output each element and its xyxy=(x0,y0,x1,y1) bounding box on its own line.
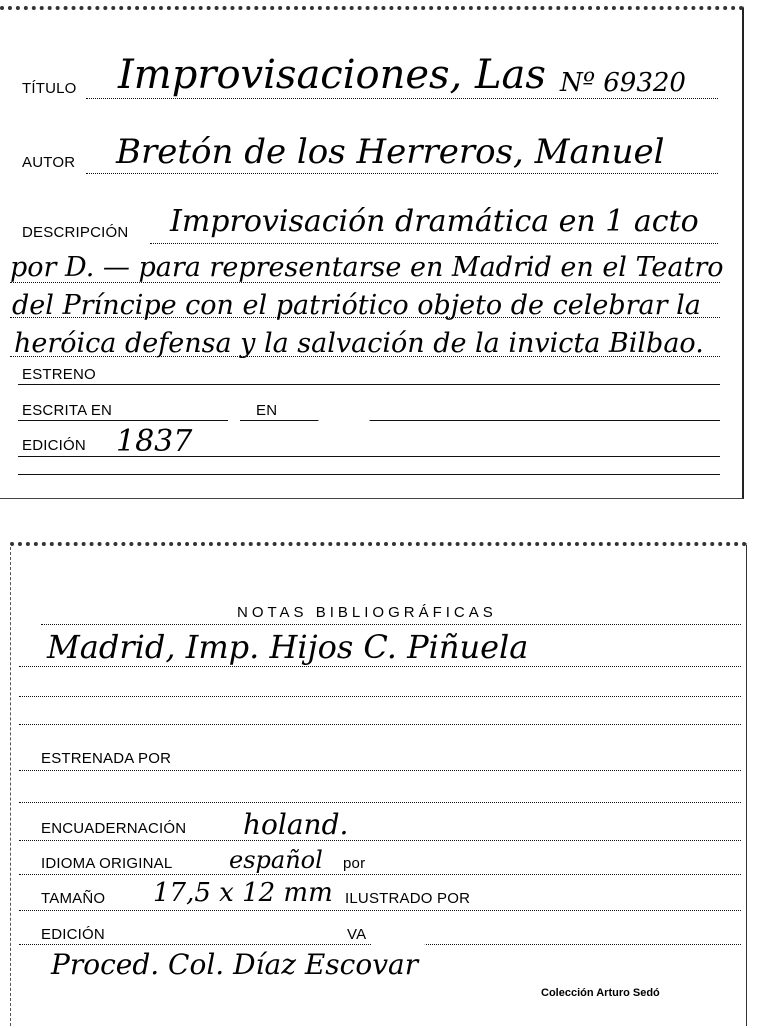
escrita-en-line xyxy=(18,420,228,421)
tamano-value: 17,5 x 12 mm xyxy=(153,878,333,908)
catalog-number: Nº 69320 xyxy=(560,68,686,98)
blank-line xyxy=(18,474,720,475)
titulo-label: TÍTULO xyxy=(22,80,77,97)
encuadernacion-label: ENCUADERNACIÓN xyxy=(41,820,187,837)
descripcion-rule-4 xyxy=(10,356,720,357)
paper-blemish xyxy=(318,400,370,450)
titulo-value: Improvisaciones, Las xyxy=(118,52,546,98)
notas-title: NOTAS BIBLIOGRÁFICAS xyxy=(237,604,497,621)
catalog-card-bottom xyxy=(10,542,747,1026)
autor-value: Bretón de los Herreros, Manuel xyxy=(116,132,665,172)
descripcion-label: DESCRIPCIÓN xyxy=(22,224,129,241)
autor-label: AUTOR xyxy=(22,154,76,171)
encuadernacion-value: holand. xyxy=(243,808,349,841)
estrenada-por-label: ESTRENADA POR xyxy=(41,750,172,767)
tamano-label: TAMAÑO xyxy=(41,890,106,907)
autor-line xyxy=(86,173,718,174)
idioma-rule xyxy=(19,874,741,875)
idioma-value: español xyxy=(229,846,323,874)
notas-rule-4 xyxy=(19,724,741,725)
descripcion-rule-2 xyxy=(10,282,720,283)
edicion-label: EDICIÓN xyxy=(22,437,86,454)
catalog-card-top xyxy=(0,6,744,499)
en-label: EN xyxy=(256,402,278,419)
notas-rule-1 xyxy=(41,624,741,625)
estreno-label: ESTRENO xyxy=(22,366,96,383)
edicion-value: 1837 xyxy=(116,424,193,459)
escrita-en-label: ESCRITA EN xyxy=(22,402,113,419)
por-label: por xyxy=(343,855,366,872)
en-line xyxy=(240,420,720,421)
notas-rule-3 xyxy=(19,696,741,697)
va-label: VA xyxy=(347,926,367,943)
descripcion-line-1: Improvisación dramática en 1 acto xyxy=(170,204,699,239)
tamano-rule xyxy=(19,910,741,911)
descripcion-line-2: por D. — para representarse en Madrid en el Teatro xyxy=(10,252,724,283)
descripcion-line-4: heróica defensa y la salvación de la invicta Bilbao. xyxy=(14,328,704,359)
edicion-label-bottom: EDICIÓN xyxy=(41,926,105,943)
titulo-line xyxy=(86,98,718,99)
collection-credit: Colección Arturo Sedó xyxy=(541,987,660,999)
notas-value: Madrid, Imp. Hijos C. Piñuela xyxy=(47,628,529,666)
ilustrado-label: ILUSTRADO POR xyxy=(345,890,471,907)
descripcion-line-3: del Príncipe con el patriótico objeto de celebrar la xyxy=(12,290,701,321)
estrenada-rule xyxy=(19,770,741,771)
blank-rule xyxy=(19,802,741,803)
descripcion-rule-3 xyxy=(10,317,720,318)
estreno-line xyxy=(18,384,720,385)
idioma-label: IDIOMA ORIGINAL xyxy=(41,855,173,872)
notas-rule-2 xyxy=(19,666,741,667)
encuadernacion-rule xyxy=(19,840,741,841)
edicion-line xyxy=(18,456,720,457)
descripcion-rule-1 xyxy=(150,243,718,244)
procedencia-value: Proced. Col. Díaz Escovar xyxy=(51,948,419,981)
